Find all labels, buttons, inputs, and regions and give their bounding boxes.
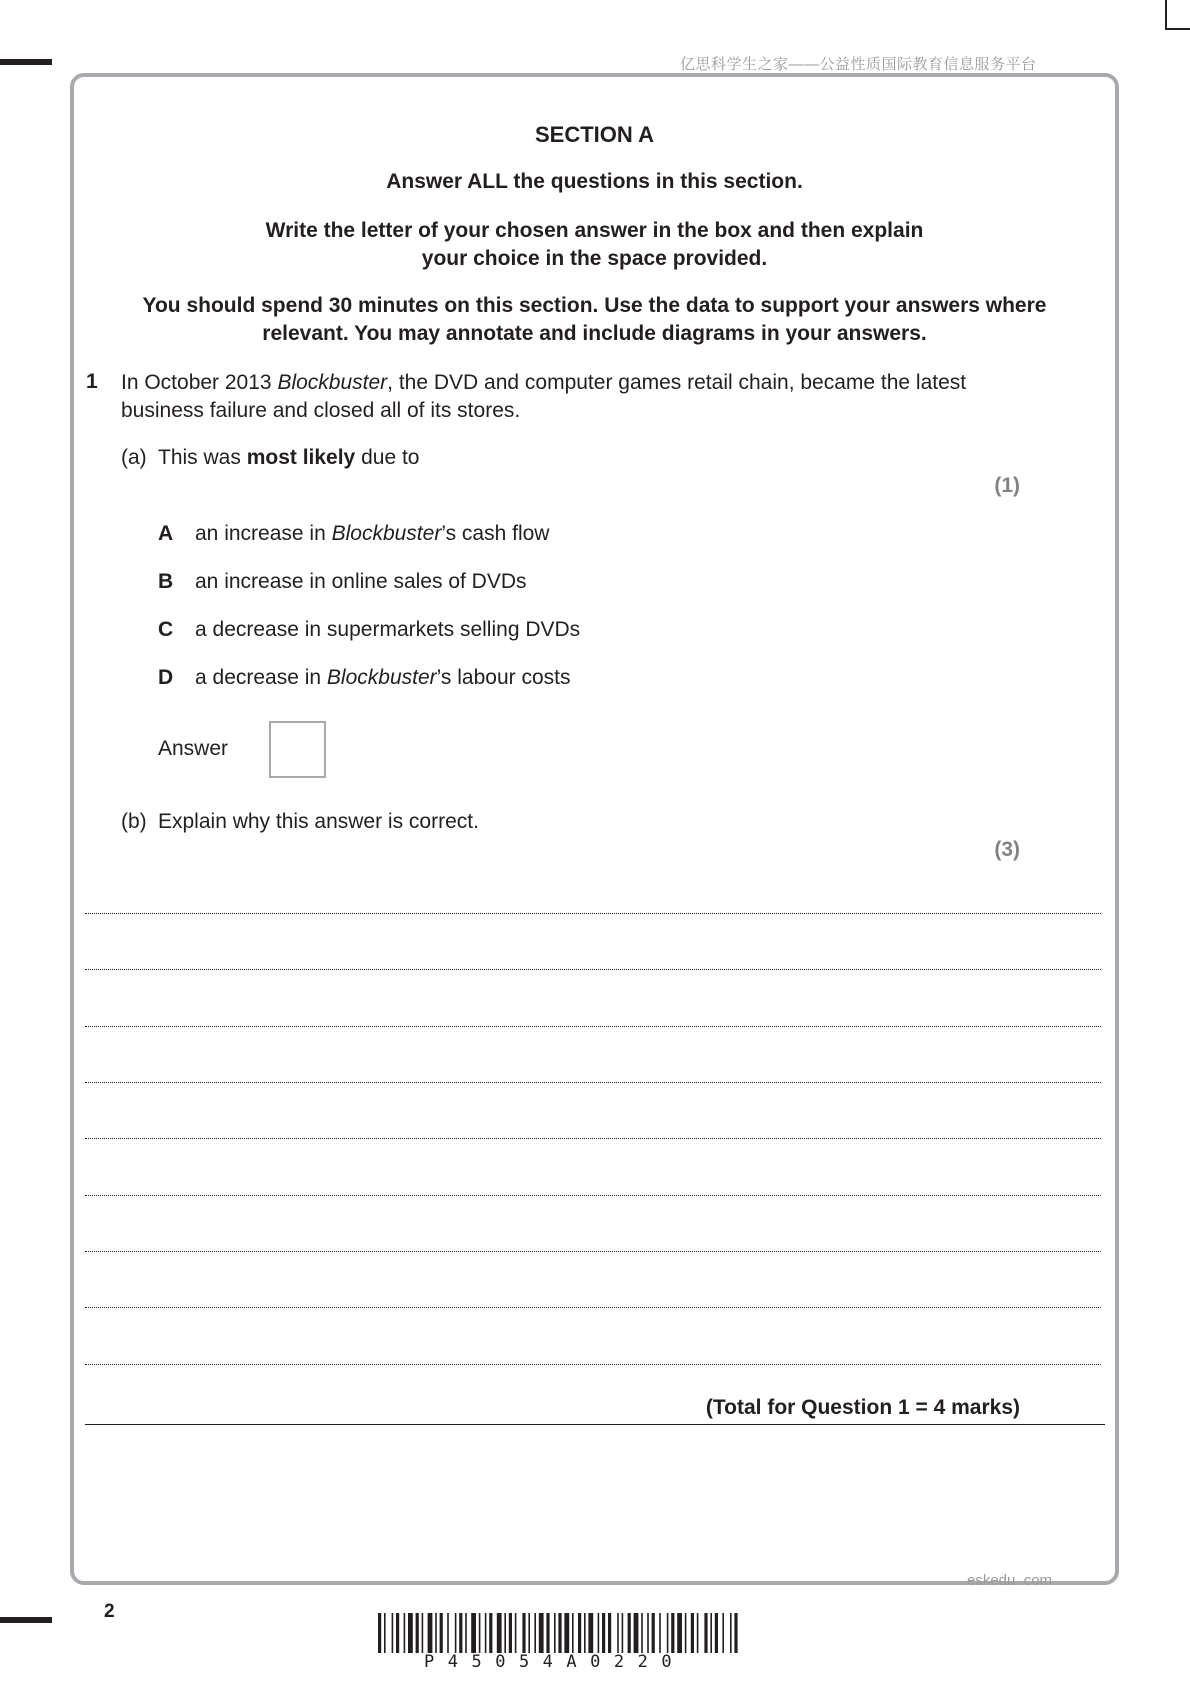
option-a-post: ’s cash flow bbox=[441, 522, 550, 545]
option-a-italic: Blockbuster bbox=[331, 522, 442, 545]
option-a-letter: A bbox=[158, 522, 174, 545]
answer-line[interactable] bbox=[85, 1082, 1101, 1083]
instruction-time-text: You should spend 30 minutes on this section. Use the data to support your answers where relevant. You may annotate and include diagrams in your answers. bbox=[142, 294, 1047, 345]
option-b-letter: B bbox=[158, 570, 174, 593]
answer-box[interactable] bbox=[269, 721, 326, 778]
question-number: 1 bbox=[86, 370, 98, 393]
option-d-post: ’s labour costs bbox=[436, 666, 571, 689]
option-b-text bbox=[195, 570, 527, 594]
question-stem bbox=[121, 369, 971, 425]
part-b-label: (b) bbox=[121, 810, 147, 833]
option-c-letter: C bbox=[158, 618, 174, 641]
answer-line[interactable] bbox=[85, 969, 1101, 970]
instruction-time bbox=[70, 292, 1119, 348]
part-a-text bbox=[158, 446, 419, 470]
crop-mark-top-right bbox=[1165, 0, 1167, 30]
barcode bbox=[378, 1613, 810, 1653]
part-a-label: (a) bbox=[121, 446, 147, 469]
part-a-pre: This was bbox=[158, 446, 247, 469]
crop-mark-top-left bbox=[0, 59, 52, 65]
option-a-text bbox=[195, 522, 549, 546]
stem-pre: In October 2013 bbox=[121, 371, 278, 394]
part-a-marks: (1) bbox=[994, 474, 1020, 497]
part-b-marks: (3) bbox=[994, 838, 1020, 861]
instruction-write-letter-text: Write the letter of your chosen answer in the box and then explain your choice in the space provided. bbox=[265, 219, 924, 270]
answer-line[interactable] bbox=[85, 1364, 1101, 1365]
option-d-letter: D bbox=[158, 666, 174, 689]
part-b-text: Explain why this answer is correct. bbox=[158, 810, 479, 833]
question-total: (Total for Question 1 = 4 marks) bbox=[705, 1396, 1020, 1419]
option-d-italic: Blockbuster bbox=[326, 666, 437, 689]
stem-italic: Blockbuster bbox=[277, 371, 388, 394]
crop-mark-bottom-left bbox=[0, 1617, 52, 1623]
answer-line[interactable] bbox=[85, 1195, 1101, 1196]
option-d-pre: a decrease in bbox=[195, 666, 327, 689]
page-number: 2 bbox=[104, 1601, 115, 1622]
stem-post: , the DVD and computer games retail chain, became the latest business failure and closed all of its stores. bbox=[121, 371, 967, 422]
option-c-pre: a decrease in supermarkets selling DVDs bbox=[195, 618, 581, 641]
option-d-text bbox=[195, 666, 571, 690]
watermark-top: 亿思科学生之家——公益性质国际教育信息服务平台 bbox=[680, 56, 1037, 73]
instruction-write-letter bbox=[70, 217, 1119, 273]
part-a-bold: most likely bbox=[246, 446, 356, 469]
watermark-bottom: eskedu. com bbox=[967, 1572, 1053, 1589]
answer-line[interactable] bbox=[85, 1026, 1101, 1027]
answer-line[interactable] bbox=[85, 1138, 1101, 1139]
instruction-answer-all: Answer ALL the questions in this section. bbox=[386, 170, 803, 193]
crop-mark-top-right-h bbox=[1165, 28, 1190, 30]
answer-line[interactable] bbox=[85, 1307, 1101, 1308]
total-rule bbox=[85, 1424, 1105, 1425]
option-a-pre: an increase in bbox=[195, 522, 332, 545]
answer-label: Answer bbox=[158, 737, 229, 760]
part-a-post: due to bbox=[355, 446, 420, 469]
option-c-text bbox=[195, 618, 580, 642]
option-b-pre: an increase in online sales of DVDs bbox=[195, 570, 527, 593]
section-title: SECTION A bbox=[535, 122, 654, 147]
answer-line[interactable] bbox=[85, 1251, 1101, 1252]
answer-line[interactable] bbox=[85, 913, 1101, 914]
barcode-text: P45054A0220 bbox=[424, 1652, 686, 1672]
